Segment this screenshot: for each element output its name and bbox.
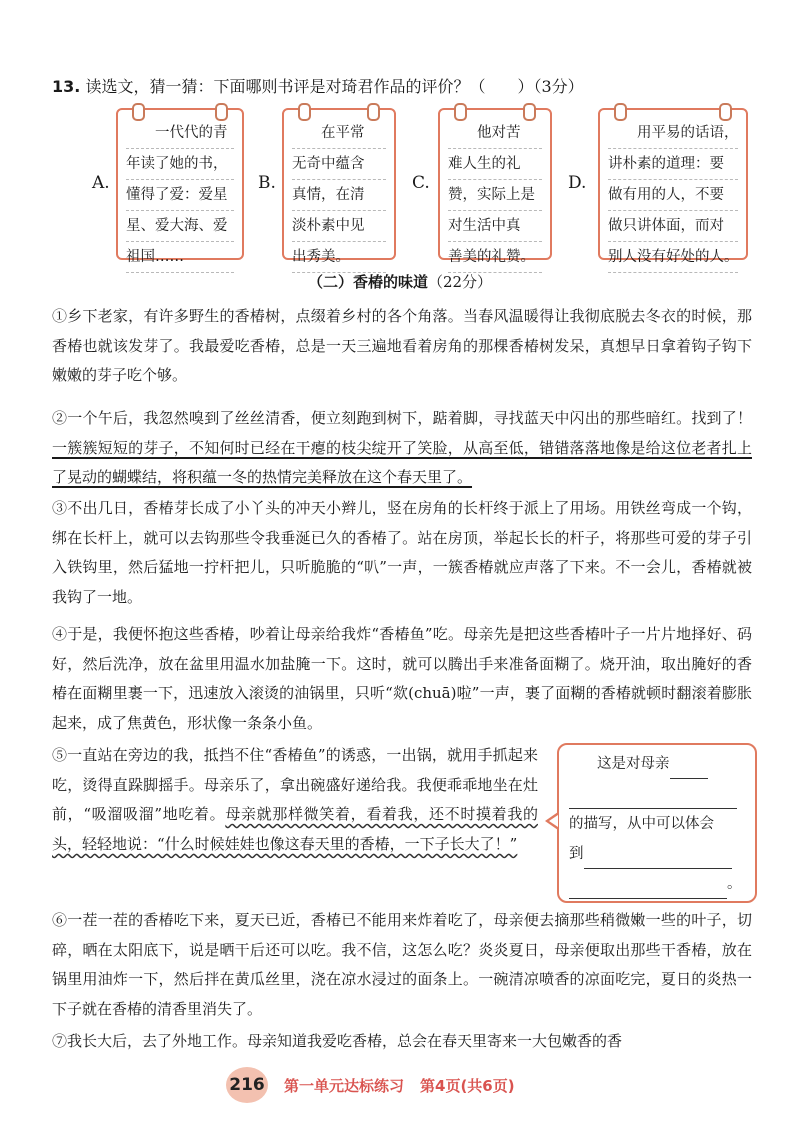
option-d-card[interactable] <box>598 108 748 265</box>
question-13 <box>52 74 584 97</box>
option-c-line: 对生活中真 <box>448 211 542 242</box>
paragraph-4: ④于是，我便怀抱这些香椿，吵着让母亲给我炸“香椿鱼”吃。母亲先是把这些香椿叶子一片片地择好、码好，然后洗净，放在盆里用温水加盐腌一下。这时，就可以腾出手来准备面糊了。烧开油，取出腌好的香椿在面糊里裹一下，迅速放入滚烫的油锅里，只听“欻(chuā)啦”一声，裹了面糊的香椿就顿时翻滚着膨胀起来，成了焦黄色，形状像一条条小鱼。 <box>52 625 752 732</box>
paragraph-3: ③不出几日，香椿芽长成了小丫头的冲天小辫儿，竖在房角的长杆终于派上了用场。用铁丝弯成一个钩，绑在长杆上，就可以去钩那些令我垂涎已久的香椿了。站在房顶，举起长长的杆子，将那些可爱的芽子引入铁钩里，然后猛地一拧杆把儿，只听脆脆的“叭”一声，一簇香椿就应声落了下来。不一会儿，香椿就被我钩了一地。 <box>52 499 752 606</box>
annotation-line-5 <box>569 869 745 899</box>
answer-blank[interactable] <box>569 788 737 809</box>
option-c-letter: C. <box>412 173 430 193</box>
paragraph-1: ①乡下老家，有许多野生的香椿树，点缀着乡村的各个角落。当春风温暖得让我彻底脱去冬衣的时候，那香椿也就该发芽了。我最爱吃香椿，总是一天三遍地看着房角的那棵香椿树发呆，真想早日拿着钩子钩下嫩嫩的芽子吃个够。 <box>52 307 752 385</box>
annotation-text: 这是对母亲 <box>597 756 670 772</box>
paragraph-7: ⑦我长大后，去了外地工作。母亲知道我爱吃香椿，总会在春天里寄来一大包嫩香的香 <box>52 1032 623 1050</box>
question-text: 读选文，猜一猜：下面哪则书评是对琦君作品的评价？（ ）（3分） <box>85 77 584 96</box>
wavy-underlined-sentence: 母亲就那样微笑着，看着我，还不时摸着我的头，轻轻地说：“什么时候娃娃也像这春天里的香椿，一下子长大了！” <box>52 805 538 853</box>
paragraph-5 <box>52 741 538 859</box>
page-footer <box>226 1067 515 1103</box>
option-b-line: 真情，在清 <box>292 180 386 211</box>
option-a-line: 一代代的青 <box>126 118 234 149</box>
option-a-line: 祖国…… <box>126 242 234 273</box>
option-d-letter: D. <box>568 173 587 193</box>
section-heading: （二）香椿的味道 <box>307 273 428 291</box>
option-d-line: 做只讲体面，而对 <box>608 211 738 242</box>
option-d-line: 做有用的人，不要 <box>608 180 738 211</box>
option-b-line: 无奇中蕴含 <box>292 149 386 180</box>
paragraph-2-text: ②一个午后，我忽然嗅到了丝丝清香，便立刻跑到树下，踮着脚，寻找蓝天中闪出的那些暗红。找到了！ <box>52 409 752 427</box>
question-number: 13. <box>52 77 81 96</box>
callout-tail-inner <box>549 815 558 827</box>
annotation-line-1 <box>569 749 745 779</box>
option-b-letter: B. <box>258 173 276 193</box>
section-title <box>0 271 800 292</box>
annotation-line-4 <box>569 839 745 869</box>
option-d-line: 别人没有好处的人。 <box>608 242 738 273</box>
option-d-line: 用平易的话语， <box>608 118 738 149</box>
option-d-line: 讲朴素的道理：要 <box>608 149 738 180</box>
annotation-text: 到 <box>569 846 584 862</box>
option-b-card[interactable] <box>282 108 396 265</box>
annotation-line-3: 的描写，从中可以体会 <box>569 816 714 832</box>
option-c-line: 赞，实际上是 <box>448 180 542 211</box>
annotation-end: 。 <box>727 876 742 892</box>
option-c-card[interactable] <box>438 108 552 265</box>
answer-blank[interactable] <box>584 848 732 869</box>
option-c-line: 难人生的礼 <box>448 149 542 180</box>
answer-blank[interactable] <box>670 758 708 779</box>
option-a-letter: A. <box>92 173 110 193</box>
option-a-card[interactable] <box>116 108 244 265</box>
option-a-line: 年读了她的书， <box>126 149 234 180</box>
footer-unit: 第一单元达标练习 <box>284 1076 405 1095</box>
option-b-line: 在平常 <box>292 118 386 149</box>
option-b-line: 出秀美。 <box>292 242 386 273</box>
annotation-box <box>557 743 757 903</box>
footer-page-info: 第4页(共6页) <box>420 1076 515 1095</box>
option-c-line: 他对苦 <box>448 118 542 149</box>
paragraph-5-text: ⑤一直站在旁边的我，抵挡不住“香椿鱼”的诱惑，一出锅，就用手抓起来吃，烫得直跺脚摇手。母亲乐了，拿出碗盛好递给我。我便乖乖地坐在灶前，“吸溜吸溜”地吃着。 <box>52 746 538 824</box>
option-a-line: 懂得了爱：爱星 <box>126 180 234 211</box>
paragraph-2 <box>52 404 752 493</box>
answer-blank[interactable] <box>569 878 727 899</box>
option-c-line: 善美的礼赞。 <box>448 242 542 273</box>
section-score: （22分） <box>427 273 493 291</box>
underlined-sentence: 一簇簇短短的芽子，不知何时已经在干瘪的枝尖绽开了笑脸，从高至低，错错落落地像是给这位老者扎上了晃动的蝴蝶结，将积蕴一冬的热情完美释放在这个春天里了。 <box>52 438 752 487</box>
paragraph-6: ⑥一茬一茬的香椿吃下来，夏天已近，香椿已不能用来炸着吃了，母亲便去摘那些稍微嫩一些的叶子，切碎，晒在太阳底下，说是晒干后还可以吃。我不信，这怎么吃？炎炎夏日，母亲便取出那些干香椿，放在锅里用油炸一下，然后拌在黄瓜丝里，浇在凉水浸过的面条上。一碗清凉喷香的凉面吃完，夏日的炎热一下子就在香椿的清香里消失了。 <box>52 911 752 1018</box>
annotation-line-2 <box>569 779 745 809</box>
page-number-badge: 216 <box>226 1067 268 1103</box>
option-b-line: 淡朴素中见 <box>292 211 386 242</box>
option-a-line: 星、爱大海、爱 <box>126 211 234 242</box>
